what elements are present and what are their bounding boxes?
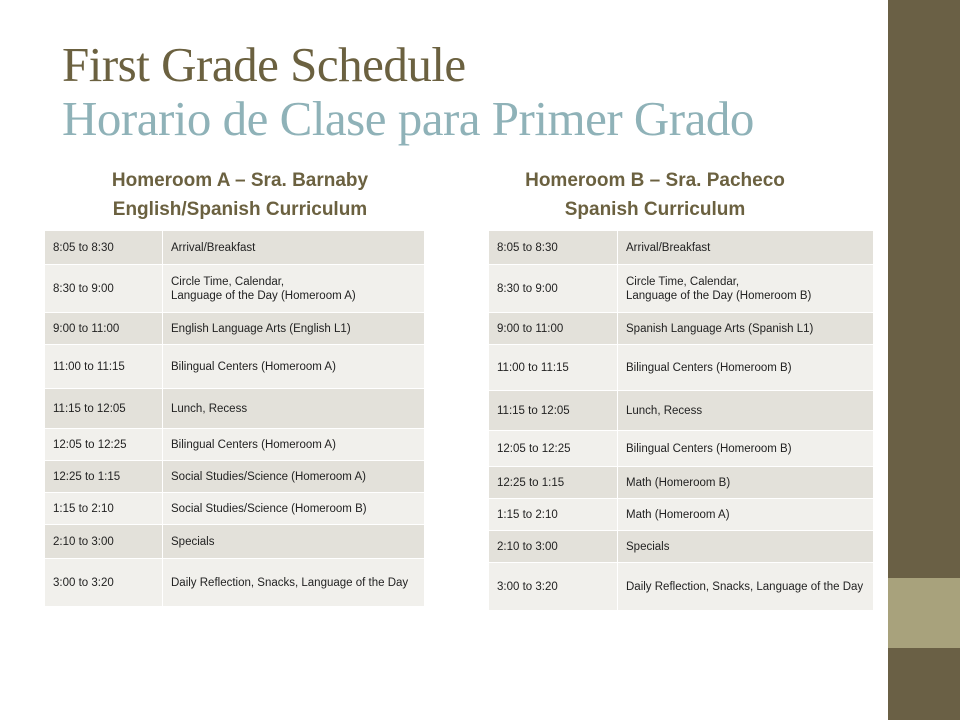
homeroom-b-schedule-table <box>488 230 874 611</box>
schedule-row <box>489 345 874 391</box>
schedule-activity-cell: Bilingual Centers (Homeroom A) <box>163 345 425 389</box>
schedule-activity-cell: Bilingual Centers (Homeroom B) <box>618 431 874 467</box>
schedule-time-cell: 12:25 to 1:15 <box>489 467 618 499</box>
schedule-time-cell: 9:00 to 11:00 <box>45 313 163 345</box>
schedule-time-cell: 11:15 to 12:05 <box>45 389 163 429</box>
schedule-row <box>489 391 874 431</box>
schedule-time-cell: 11:00 to 11:15 <box>489 345 618 391</box>
homeroom-b-heading <box>455 166 855 224</box>
schedule-row <box>489 531 874 563</box>
schedule-activity-cell: Specials <box>618 531 874 563</box>
schedule-activity-cell: Math (Homeroom A) <box>618 499 874 531</box>
schedule-activity-cell: Bilingual Centers (Homeroom A) <box>163 429 425 461</box>
schedule-row <box>489 431 874 467</box>
schedule-time-cell: 1:15 to 2:10 <box>45 493 163 525</box>
schedule-time-cell: 3:00 to 3:20 <box>489 563 618 611</box>
schedule-time-cell: 2:10 to 3:00 <box>489 531 618 563</box>
homeroom-b-curriculum: Spanish Curriculum <box>564 199 746 220</box>
schedule-activity-cell: Specials <box>163 525 425 559</box>
schedule-activity-cell: Social Studies/Science (Homeroom B) <box>163 493 425 525</box>
title-english: First Grade Schedule <box>62 37 466 92</box>
schedule-row <box>45 389 425 429</box>
schedule-time-cell: 12:05 to 12:25 <box>45 429 163 461</box>
schedule-time-cell: 9:00 to 11:00 <box>489 313 618 345</box>
schedule-time-cell: 2:10 to 3:00 <box>45 525 163 559</box>
homeroom-b-schedule-body <box>489 231 874 611</box>
schedule-row <box>489 499 874 531</box>
schedule-activity-cell: Daily Reflection, Snacks, Language of the Day <box>163 559 425 607</box>
schedule-time-cell: 8:05 to 8:30 <box>45 231 163 265</box>
schedule-row <box>45 429 425 461</box>
schedule-activity-cell: Lunch, Recess <box>618 391 874 431</box>
homeroom-a-curriculum: English/Spanish Curriculum <box>112 199 368 220</box>
schedule-activity-cell: Bilingual Centers (Homeroom B) <box>618 345 874 391</box>
schedule-row <box>45 345 425 389</box>
schedule-time-cell: 11:15 to 12:05 <box>489 391 618 431</box>
schedule-row <box>45 525 425 559</box>
schedule-row <box>489 467 874 499</box>
schedule-time-cell: 1:15 to 2:10 <box>489 499 618 531</box>
schedule-time-cell: 12:25 to 1:15 <box>45 461 163 493</box>
schedule-row <box>489 563 874 611</box>
sidebar-accent-band <box>888 578 960 648</box>
schedule-activity-cell: Math (Homeroom B) <box>618 467 874 499</box>
schedule-time-cell: 8:30 to 9:00 <box>45 265 163 313</box>
slide-title <box>62 38 754 146</box>
schedule-activity-cell: Spanish Language Arts (Spanish L1) <box>618 313 874 345</box>
schedule-activity-cell: English Language Arts (English L1) <box>163 313 425 345</box>
schedule-time-cell: 8:30 to 9:00 <box>489 265 618 313</box>
schedule-time-cell: 12:05 to 12:25 <box>489 431 618 467</box>
homeroom-a-schedule-table <box>44 230 425 607</box>
schedule-row <box>45 461 425 493</box>
schedule-row <box>489 231 874 265</box>
homeroom-b-teacher: Homeroom B – Sra. Pacheco <box>525 170 785 191</box>
schedule-row <box>45 313 425 345</box>
schedule-row <box>45 493 425 525</box>
schedule-row <box>489 265 874 313</box>
homeroom-a-schedule-body <box>45 231 425 607</box>
schedule-activity-cell: Arrival/Breakfast <box>618 231 874 265</box>
schedule-activity-cell: Arrival/Breakfast <box>163 231 425 265</box>
schedule-time-cell: 3:00 to 3:20 <box>45 559 163 607</box>
title-spanish: Horario de Clase para Primer Grado <box>62 91 754 146</box>
schedule-activity-cell: Lunch, Recess <box>163 389 425 429</box>
schedule-row <box>45 265 425 313</box>
schedule-activity-cell: Circle Time, Calendar, Language of the Day (Homeroom B) <box>618 265 874 313</box>
schedule-activity-cell: Social Studies/Science (Homeroom A) <box>163 461 425 493</box>
schedule-activity-cell: Daily Reflection, Snacks, Language of the Day <box>618 563 874 611</box>
schedule-time-cell: 11:00 to 11:15 <box>45 345 163 389</box>
homeroom-a-heading <box>40 166 440 224</box>
schedule-row <box>45 559 425 607</box>
schedule-row <box>489 313 874 345</box>
schedule-activity-cell: Circle Time, Calendar, Language of the Day (Homeroom A) <box>163 265 425 313</box>
schedule-time-cell: 8:05 to 8:30 <box>489 231 618 265</box>
decorative-sidebar <box>888 0 960 720</box>
schedule-row <box>45 231 425 265</box>
homeroom-a-teacher: Homeroom A – Sra. Barnaby <box>111 170 369 191</box>
